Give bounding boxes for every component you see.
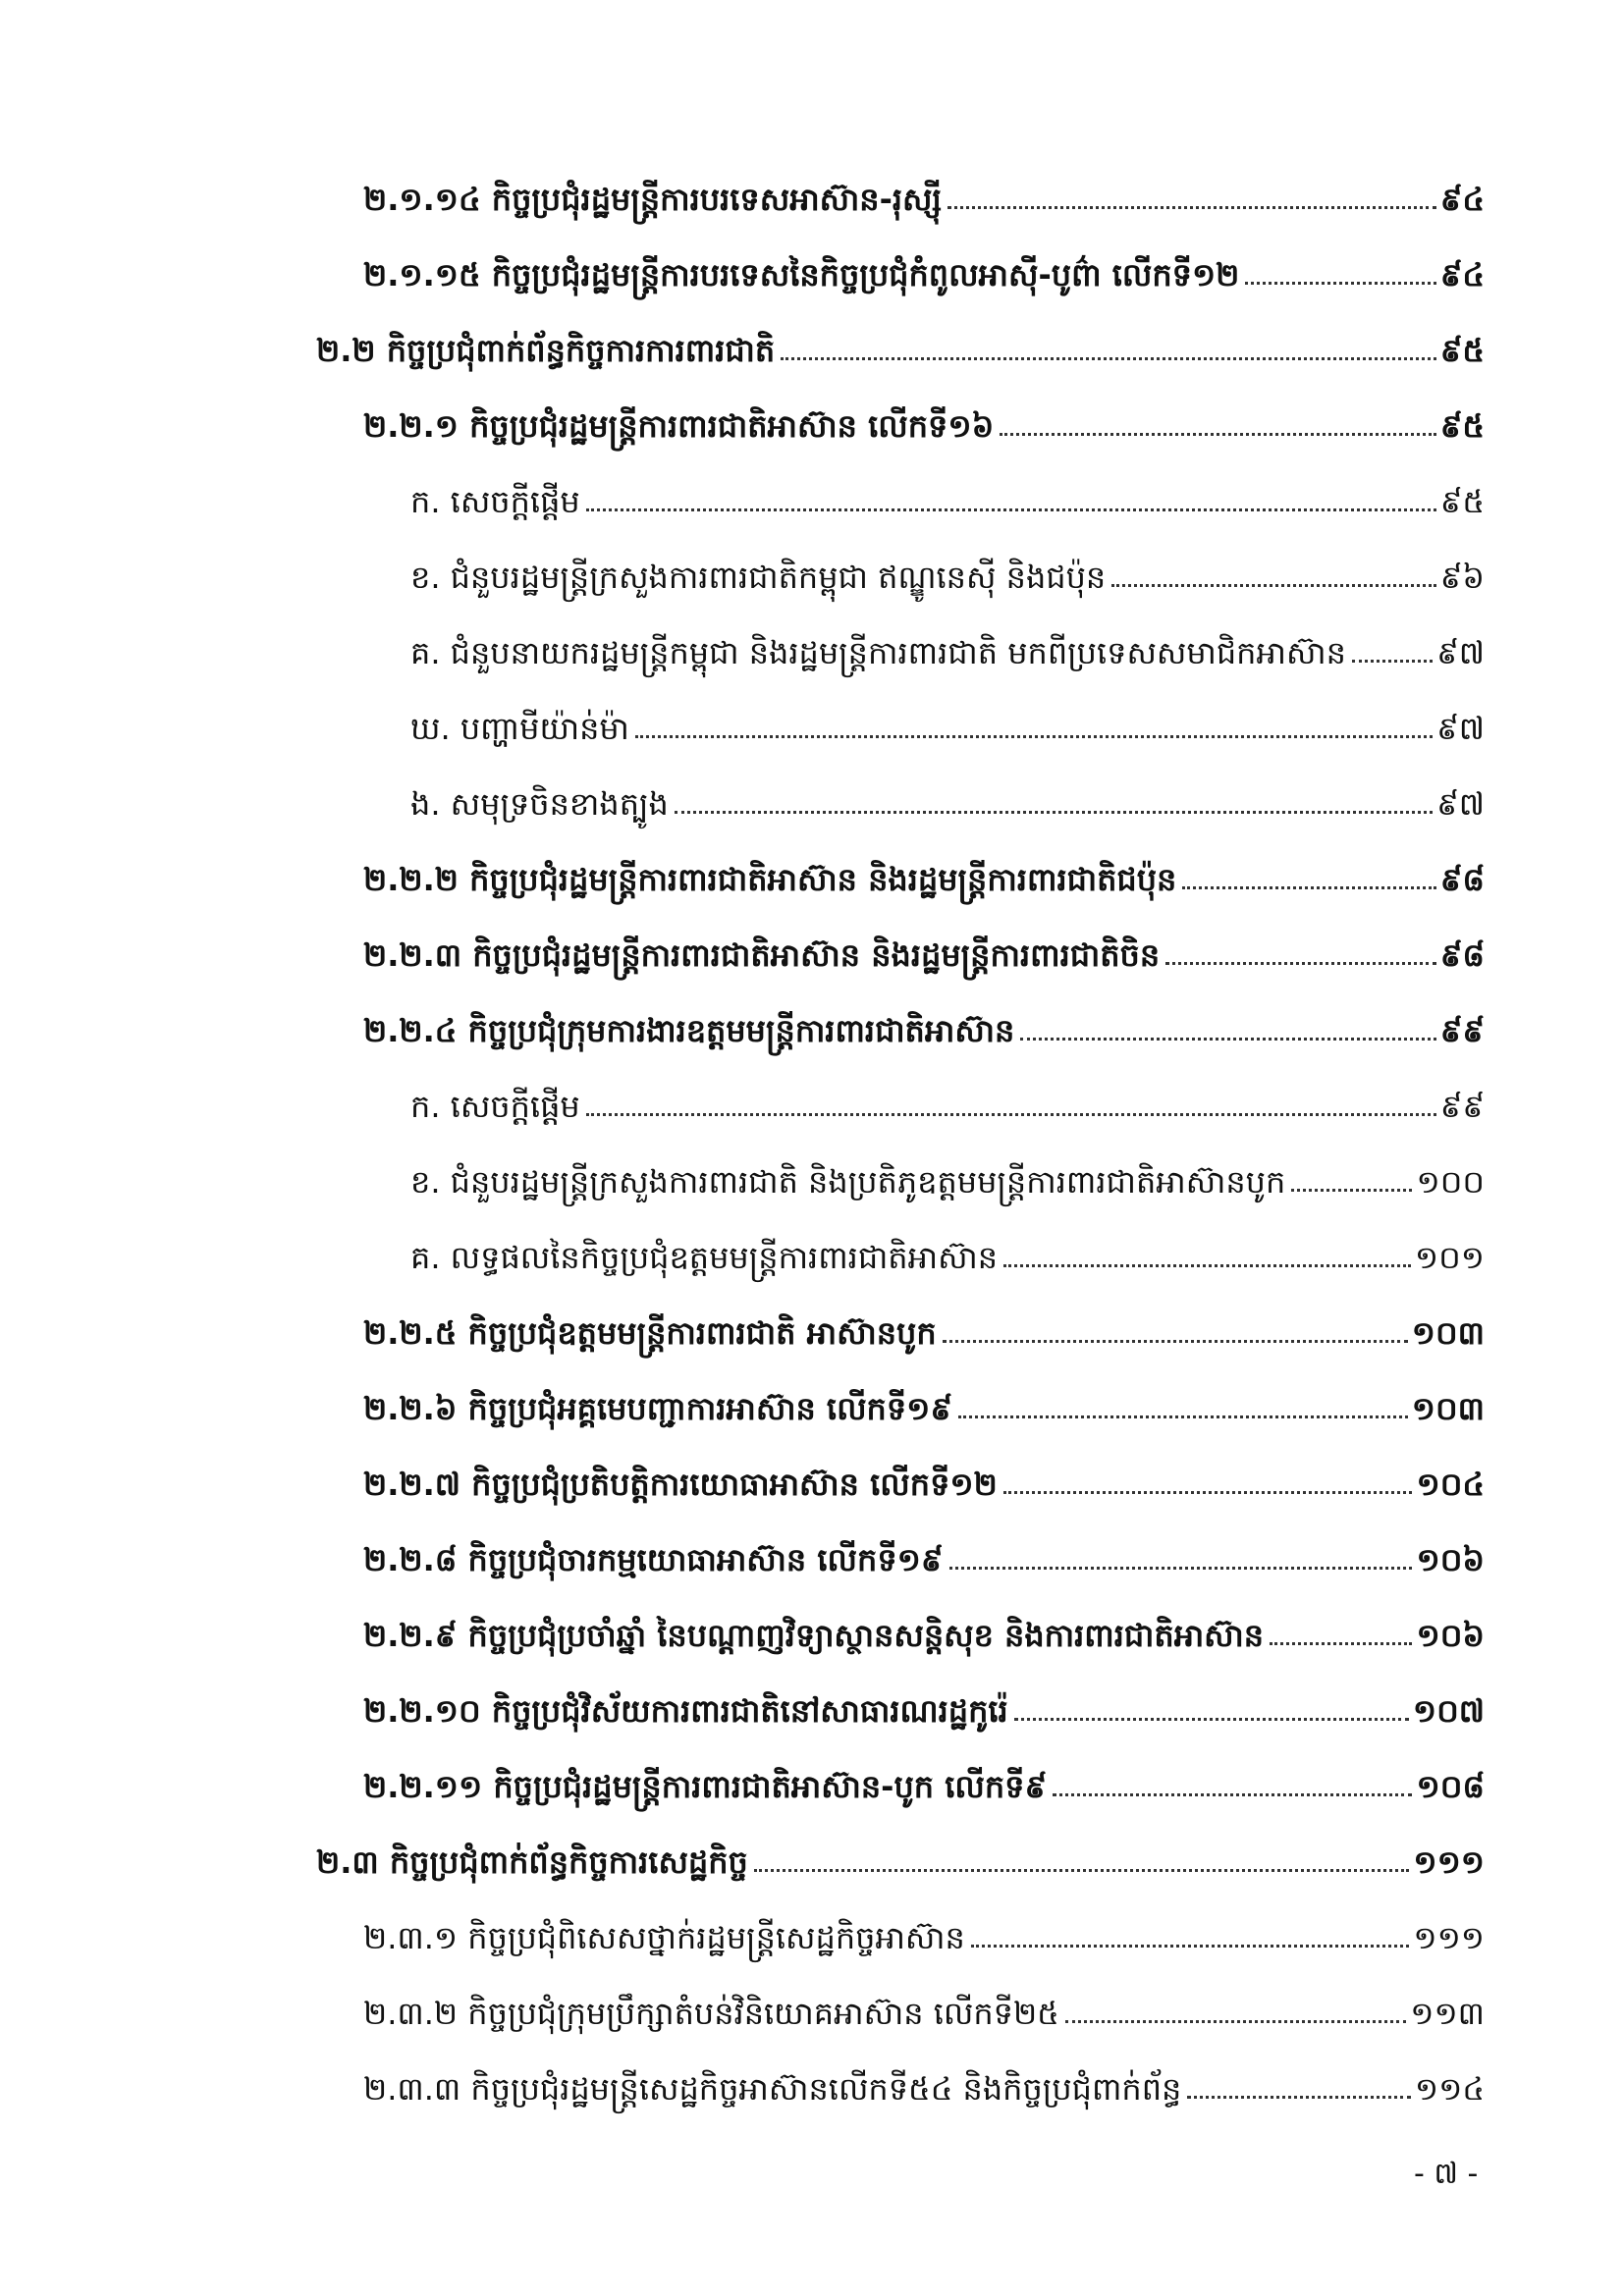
toc-entry[interactable] <box>363 142 1485 218</box>
dot-leader <box>586 508 1436 511</box>
dot-leader <box>1291 1189 1412 1192</box>
toc-entry-title: ២.២.១០ កិច្ចប្រជុំវិស័យការពារជាតិនៅសាធារណរដ្ឋកូរ៉េ <box>363 1691 1008 1730</box>
toc-entry[interactable] <box>363 1352 1485 1427</box>
page-number: - ៧ - <box>1414 2157 1479 2191</box>
dot-leader <box>958 1415 1408 1418</box>
toc-entry-page: ១០៦ <box>1416 1616 1485 1654</box>
toc-entry-page: ៩៧ <box>1436 633 1485 671</box>
toc-entry-page: ១១១ <box>1413 1918 1485 1956</box>
toc-entry[interactable] <box>316 1805 1485 1881</box>
toc-entry[interactable] <box>363 218 1485 294</box>
dot-leader <box>971 1945 1409 1948</box>
toc-entry[interactable] <box>363 1881 1485 1956</box>
toc-entry-title: ២.២.៨ កិច្ចប្រជុំចារកម្មយោធាអាស៊ាន លើកទី១៩ <box>363 1540 944 1578</box>
toc-entry-title: ២.២.៥ កិច្ចប្រជុំឧត្តមមន្ត្រីការពារជាតិ អាស៊ានបូក <box>363 1313 937 1352</box>
toc-entry[interactable] <box>410 1049 1485 1125</box>
toc-entry[interactable] <box>410 445 1485 520</box>
dot-leader <box>1000 433 1435 436</box>
toc-entry[interactable] <box>410 747 1485 823</box>
toc-entry-page: ១១៤ <box>1414 2069 1485 2108</box>
toc-entry-title: ២.១.១៥ កិច្ចប្រជុំរដ្ឋមន្ត្រីការបរទេសនៃកិច្ចប្រជុំកំពូលអាស៊ី-បូព៌ា លើកទី១២ <box>363 255 1240 294</box>
toc-entry[interactable] <box>410 520 1485 596</box>
toc-entry-page: ៩៧ <box>1436 784 1485 823</box>
toc-entry[interactable] <box>363 974 1485 1049</box>
dot-leader <box>675 811 1433 814</box>
dot-leader <box>635 735 1433 738</box>
toc-entry-page: ១១១ <box>1413 1842 1485 1881</box>
toc-entry-title: ២.២.៣ កិច្ចប្រជុំរដ្ឋមន្ត្រីការពារជាតិអាស៊ាន និងរដ្ឋមន្ត្រីការពារជាតិចិន <box>363 935 1161 974</box>
toc-entry[interactable] <box>363 1503 1485 1578</box>
toc-entry[interactable] <box>410 1125 1485 1201</box>
toc-entry-page: ១០៣ <box>1411 1389 1485 1427</box>
toc-entry-page: ១០៨ <box>1416 1767 1485 1805</box>
toc-entry[interactable] <box>316 294 1485 369</box>
toc-entry[interactable] <box>363 2032 1485 2108</box>
dot-leader <box>754 1869 1409 1872</box>
toc-entry-page: ៩៨ <box>1439 935 1485 974</box>
toc-entry-title: ២.៣.២ កិច្ចប្រជុំក្រុមប្រឹក្សាតំបន់វិនិយោគអាស៊ាន លើកទី២៥ <box>363 1994 1059 2032</box>
dot-leader <box>1053 1793 1412 1796</box>
toc-entry-title: ខ. ជំនួបរដ្ឋមន្ត្រីក្រសួងការពារជាតិ និងប្រតិភូឧត្តមមន្ត្រីការពារជាតិអាស៊ានបូក <box>410 1162 1286 1201</box>
toc-entry-page: ៩៥ <box>1439 406 1485 445</box>
toc-entry[interactable] <box>410 1201 1485 1276</box>
toc-entry-page: ៩៥ <box>1439 331 1485 369</box>
dot-leader <box>1352 660 1433 663</box>
dot-leader <box>1270 1642 1412 1645</box>
toc-entry-title: ២.២.១ កិច្ចប្រជុំរដ្ឋមន្ត្រីការពារជាតិអាស៊ាន លើកទី១៦ <box>363 406 995 445</box>
dot-leader <box>947 206 1436 209</box>
dot-leader <box>1003 1491 1413 1494</box>
toc-entry[interactable] <box>410 671 1485 747</box>
toc-entry-page: ១០៧ <box>1412 1691 1485 1730</box>
toc-entry-title: ២.២ កិច្ចប្រជុំពាក់ព័ន្ធកិច្ចការការពារជាតិ <box>316 331 776 369</box>
toc-entry-title: ២.២.៧ កិច្ចប្រជុំប្រតិបត្តិការយោធាអាស៊ាន លើកទី១២ <box>363 1465 998 1503</box>
dot-leader <box>1014 1718 1409 1721</box>
toc-entry-title: ២.២.២ កិច្ចប្រជុំរដ្ឋមន្ត្រីការពារជាតិអាស៊ាន និងរដ្ឋមន្ត្រីការពារជាតិជប៉ុន <box>363 860 1177 898</box>
toc-entry-page: ១០៦ <box>1416 1540 1485 1578</box>
toc-entry[interactable] <box>363 1956 1485 2032</box>
toc-entry-page: ១០១ <box>1414 1238 1485 1276</box>
toc-entry[interactable] <box>363 1578 1485 1654</box>
toc-entry-title: ២.២.៤ កិច្ចប្រជុំក្រុមការងារឧត្តមមន្ត្រីការពារជាតិអាស៊ាន <box>363 1011 1015 1049</box>
toc-entry-page: ៩៨ <box>1439 860 1485 898</box>
toc-entry[interactable] <box>363 369 1485 445</box>
dot-leader <box>1065 2020 1406 2023</box>
toc-entry-page: ៩៩ <box>1439 1087 1485 1125</box>
toc-entry[interactable] <box>363 823 1485 898</box>
dot-leader <box>1182 886 1435 889</box>
toc-entry-title: ២.១.១៤ កិច្ចប្រជុំរដ្ឋមន្ត្រីការបរទេសអាស៊ាន-រុស្ស៊ី <box>363 180 943 218</box>
dot-leader <box>949 1567 1413 1570</box>
toc-entry-title: ២.២.៩ កិច្ចប្រជុំប្រចាំឆ្នាំ នៃបណ្តាញវិទ្យាស្ថានសន្តិសុខ និងការពារជាតិអាស៊ាន <box>363 1616 1265 1654</box>
toc-entry-page: ១១៣ <box>1410 1994 1485 2032</box>
toc-entry-title: គ. លទ្ធផលនៃកិច្ចប្រជុំឧត្តមមន្ត្រីការពារជាតិអាស៊ាន <box>410 1238 998 1276</box>
toc-entry-page: ១០០ <box>1416 1162 1485 1201</box>
table-of-contents <box>0 142 1624 2108</box>
toc-entry-page: ១០៤ <box>1416 1465 1485 1503</box>
toc-entry-page: ៩៤ <box>1439 255 1485 294</box>
dot-leader <box>1187 2096 1411 2099</box>
toc-entry[interactable] <box>363 898 1485 974</box>
dot-leader <box>586 1113 1436 1116</box>
toc-entry-title: គ. ជំនួបនាយករដ្ឋមន្ត្រីកម្ពុជា និងរដ្ឋមន្ត្រីការពារជាតិ មកពីប្រទេសសមាជិកអាស៊ាន <box>410 633 1346 671</box>
toc-entry-title: ២.២.១១ កិច្ចប្រជុំរដ្ឋមន្ត្រីការពារជាតិអាស៊ាន-បូក លើកទី៩ <box>363 1767 1048 1805</box>
dot-leader <box>1003 1264 1411 1267</box>
dot-leader <box>943 1340 1408 1343</box>
toc-entry[interactable] <box>410 596 1485 671</box>
toc-entry-title: ង. សមុទ្រចិនខាងត្បូង <box>410 784 669 823</box>
toc-entry-page: ៩៥ <box>1439 482 1485 520</box>
dot-leader <box>1020 1038 1435 1041</box>
toc-entry-page: ៩៩ <box>1439 1011 1485 1049</box>
toc-entry-page: ៩៦ <box>1439 558 1485 596</box>
toc-entry-page: ១០៣ <box>1411 1313 1485 1352</box>
toc-entry-title: ក. សេចក្តីផ្តើម <box>410 482 580 520</box>
dot-leader <box>1165 962 1436 965</box>
dot-leader <box>781 357 1435 360</box>
toc-entry[interactable] <box>363 1730 1485 1805</box>
dot-leader <box>1111 584 1436 587</box>
toc-entry-page: ៩៤ <box>1439 180 1485 218</box>
toc-entry-title: ២.៣ កិច្ចប្រជុំពាក់ព័ន្ធកិច្ចការសេដ្ឋកិច្ច <box>316 1842 748 1881</box>
toc-entry[interactable] <box>363 1276 1485 1352</box>
toc-entry-title: ២.៣.១ កិច្ចប្រជុំពិសេសថ្នាក់រដ្ឋមន្ត្រីសេដ្ឋកិច្ចអាស៊ាន <box>363 1918 965 1956</box>
dot-leader <box>1245 282 1435 285</box>
toc-entry[interactable] <box>363 1654 1485 1730</box>
toc-entry-page: ៩៧ <box>1436 709 1485 747</box>
toc-entry-title: ឃ. បញ្ហាមីយ៉ាន់ម៉ា <box>410 709 629 747</box>
toc-entry-title: ក. សេចក្តីផ្តើម <box>410 1087 580 1125</box>
toc-entry-title: ២.៣.៣ កិច្ចប្រជុំរដ្ឋមន្ត្រីសេដ្ឋកិច្ចអាស៊ានលើកទី៥៤ និងកិច្ចប្រជុំពាក់ព័ន្ធ <box>363 2069 1182 2108</box>
toc-entry-title: ខ. ជំនួបរដ្ឋមន្ត្រីក្រសួងការពារជាតិកម្ពុជា ឥណ្ឌូនេស៊ី និងជប៉ុន <box>410 558 1107 596</box>
toc-entry[interactable] <box>363 1427 1485 1503</box>
toc-entry-title: ២.២.៦ កិច្ចប្រជុំអគ្គមេបញ្ជាការអាស៊ាន លើកទី១៩ <box>363 1389 953 1427</box>
